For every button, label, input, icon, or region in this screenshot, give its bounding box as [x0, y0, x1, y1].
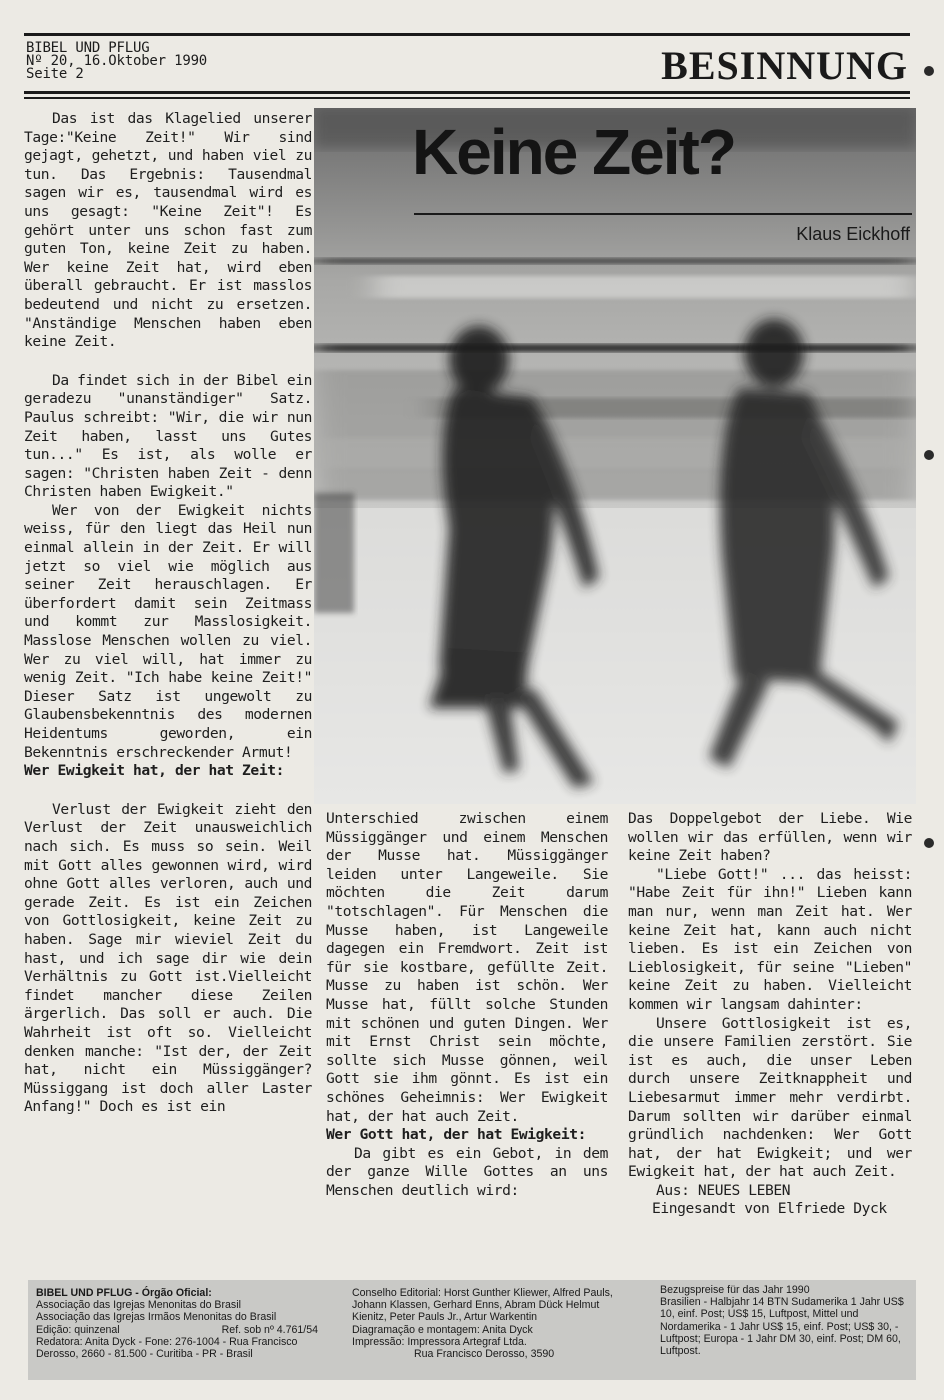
imprint-middle — [352, 1287, 622, 1360]
imprint-printer-address: Rua Francisco Derosso, 3590 — [414, 1348, 555, 1361]
masthead-rule-2 — [24, 97, 910, 99]
article-sender: Eingesandt von Elfriede Dyck — [652, 1200, 887, 1218]
prices-details: Brasilien - Halbjahr 14 BTN Sudamerika 1 Jahr US$ 10, einf. Post; US$ 15, Luftpost, Mittel und Nordamerika - 1 Jahr US$ 15, einf. Post; US$ 30, - Luftpost; Europa - 1 Jahr DM 30, einf. Post; DM 60, Luftpost. — [660, 1296, 904, 1358]
article-headline: Keine Zeit? — [412, 116, 735, 188]
imprint-edition: Edição: quinzenal — [36, 1323, 120, 1336]
article-source: Aus: NEUES LEBEN — [656, 1181, 791, 1199]
column-2 — [326, 810, 608, 1200]
imprint-association-1: Associação das Igrejas Menonitas do Brasil — [36, 1299, 241, 1312]
section-title: BESINNUNG — [661, 43, 908, 88]
top-rule — [24, 33, 910, 36]
article-author: Klaus Eickhoff — [796, 224, 910, 244]
col3-paragraph-3: Unsere Gottlosigkeit ist es, die unsere Familien zerstört. Sie ist es auch, die unser Leben durch unsere Zeitknappheit und Liebesarmut immer mehr verdirbt. Darum sollten wir darüber einmal gründlich nachdenken: Wer Gott hat, der hat Ewigkeit; und wer Ewigkeit hat, der hat auch Zeit. — [628, 1014, 912, 1181]
col1-paragraph-3: Wer von der Ewigkeit nichts weiss, für den liegt das Heil nun einmal allein in der Zeit. Er will jetzt so viel wie möglich aus seiner Zeit herauschlagen. Er überfordert damit sein Zeitmass und kommt zur Masslosigkeit. Masslose Menschen wollen zu viel. Wer zu viel will, hat immer zu wenig Zeit. "Ich habe keine Zeit!" Dieser Satz ist ungewolt zu Glaubensbekenntnis des modernen Heidentums geworden, ein Bekenntnis erschreckender Armut! — [24, 501, 312, 761]
masthead-rule-1 — [24, 91, 910, 94]
subheading-1: Wer Ewigkeit hat, der hat Zeit: — [24, 762, 284, 780]
masthead — [26, 42, 346, 81]
punch-hole-middle — [924, 450, 934, 460]
col2-paragraph-1: Unterschied zwischen einem Müssiggänger und einem Menschen der Musse hat. Müssiggänger leiden unter Langeweile. Sie möchten die Zeit darum "totschlagen". Für Menschen die Musse haben, ist Langeweile dagegen ein Fremdwort. Zeit ist für sie kostbare, gefüllte Zeit. Musse zu haben ist schön. Wer Musse hat, füllt solche Stunden mit schönen und guten Dingen. Wer mit Ernst Christ sein möchte, sollte sich Musse gönnen, weil Gott sie ihm gönnt. Es ist ein schönes Geheimnis: Wer Ewigkeit hat, der hat auch Zeit. — [326, 810, 608, 1125]
imprint-association-2: Associação das Igrejas Irmãos Menonitas do Brasil — [36, 1311, 277, 1324]
issue-date: Nº 20, 16.Oktober 1990 — [26, 53, 208, 69]
punch-hole-top — [924, 66, 934, 76]
headline-rule — [414, 213, 912, 215]
imprint-right — [660, 1284, 912, 1357]
imprint-organ: BIBEL UND PFLUG - Órgão Oficial: — [36, 1287, 212, 1299]
imprint-registration: Ref. sob nº 4.761/54 — [221, 1323, 318, 1336]
col1-paragraph-4: Verlust der Ewigkeit zieht den Verlust der Zeit unausweichlich nach sich. Es muss so sein. Weil mit Gott alles gewonnen wird, wird ohne Gott alles verloren, auch und gerade Zeit. Es ist ein Zeichen von Gottlosigkeit, keine Zeit zu haben. Sage mir wieviel Zeit du hast, und ich sage dir wie dein Verhältnis zu Gott ist.Vielleicht findet mancher diese Zeilen ärgerlich. Das soll er auch. Die Wahrheit ist oft so. Vielleicht denken manche: "Ist der, der Zeit hat, nicht ein Müssiggänger? Müssiggang ist doch aller Laster Anfang!" Doch es ist ein — [24, 800, 312, 1116]
column-1 — [24, 110, 312, 1117]
col1-paragraph-1: Das ist das Klagelied unserer Tage:"Keine Zeit!" Wir sind gejagt, gehetzt, und haben viel zu tun. Das Ergebnis: Tausendmal sagen wir es, tausendmal wird es uns gesagt: "Keine Zeit"! Es gehört unter uns schon fast zum guten Ton, keine Zeit zu haben. Wer keine Zeit hat, wird eben überall gebraucht. Er ist masslos bedeutend und nicht zu ersetzen. "Anständige Menschen haben eben keine Zeit. — [24, 110, 312, 351]
imprint-left — [36, 1287, 318, 1360]
col1-paragraph-2: Da findet sich in der Bibel ein geradezu "unanständiger" Satz. Paulus schreibt: "Wir, die wir nun Zeit haben, lasst uns Gutes tun..." Es ist, als wolle er sagen: "Christen haben Zeit - denn Christen haben Ewigkeit." — [24, 371, 312, 501]
imprint-layout: Diagramação e montagem: Anita Dyck — [352, 1323, 533, 1336]
publication-name: BIBEL UND PFLUG — [26, 40, 150, 56]
column-3 — [628, 810, 912, 1219]
imprint-printer: Impressão: Impressora Artegraf Ltda. — [352, 1335, 527, 1348]
punch-hole-bottom — [924, 838, 934, 848]
subheading-2: Wer Gott hat, der hat Ewigkeit: — [326, 1126, 586, 1144]
col2-paragraph-2: Da gibt es ein Gebot, in dem der ganze Wille Gottes an uns Menschen deutlich wird: — [326, 1144, 608, 1199]
imprint-editor: Redatora: Anita Dyck - Fone: 276-1004 - Rua Francisco Derosso, 2660 - 81.500 - Curitiba - PR - Brasil — [36, 1335, 298, 1361]
imprint-box — [28, 1280, 916, 1380]
col3-paragraph-2: "Liebe Gott!" ... das heisst: "Habe Zeit für ihn!" Lieben kann man nur, wenn man Zeit hat. Wer keine Zeit hat, kann auch nicht lieben. Es ist ein Zeichen von Lieblosigkeit, für seine "Lieben" keine Zeit zu haben. Vielleicht kommen wir langsam dahinter: — [628, 865, 912, 1013]
imprint-edition-row — [36, 1324, 318, 1336]
prices-title: Bezugspreise für das Jahr 1990 — [660, 1284, 810, 1296]
imprint-council: Conselho Editorial: Horst Gunther Kliewer, Alfred Pauls, Johann Klassen, Gerhard Enns, Abram Dück Helmut Kienitz, Peter Pauls Jr., Artur Warkentin — [352, 1287, 613, 1324]
page-number: Seite 2 — [26, 66, 84, 82]
col3-paragraph-1: Das Doppelgebot der Liebe. Wie wollen wir das erfüllen, wenn wir keine Zeit haben? — [628, 810, 912, 865]
